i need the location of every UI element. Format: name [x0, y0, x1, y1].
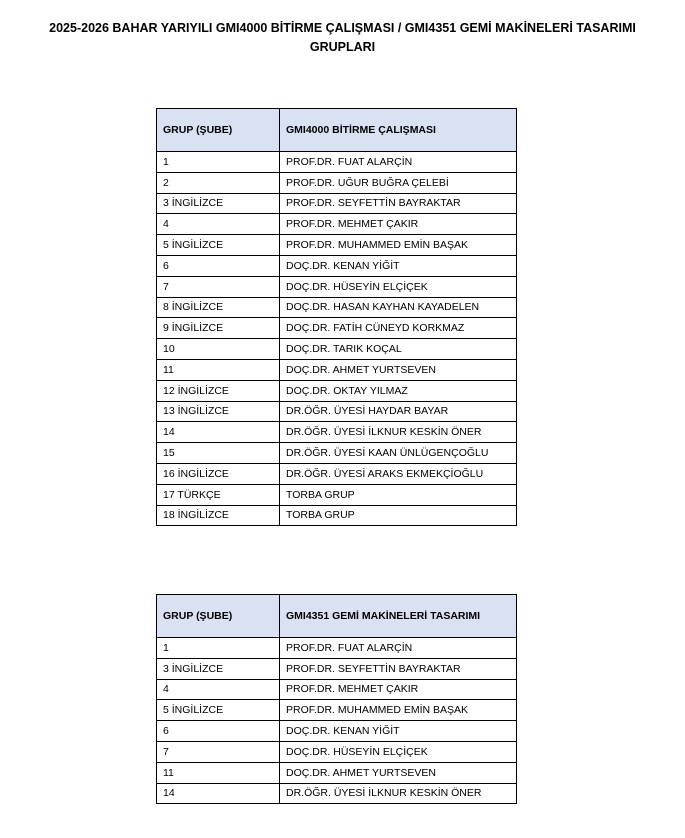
- instructor-cell: PROF.DR. MEHMET ÇAKIR: [280, 679, 517, 700]
- group-cell: 16 İNGİLİZCE: [157, 463, 280, 484]
- table-row: [157, 359, 517, 380]
- table-header-row: [157, 109, 517, 152]
- table-row: [157, 741, 517, 762]
- instructor-cell: DR.ÖĞR. ÜYESİ ARAKS EKMEKÇİOĞLU: [280, 463, 517, 484]
- instructor-cell: DR.ÖĞR. ÜYESİ HAYDAR BAYAR: [280, 401, 517, 422]
- instructor-cell: DOÇ.DR. TARIK KOÇAL: [280, 339, 517, 360]
- header-group-column: GRUP (ŞUBE): [157, 595, 280, 638]
- instructor-cell: DOÇ.DR. KENAN YİĞİT: [280, 255, 517, 276]
- group-cell: 1: [157, 638, 280, 659]
- group-cell: 6: [157, 255, 280, 276]
- instructor-cell: DOÇ.DR. KENAN YİĞİT: [280, 721, 517, 742]
- table-row: [157, 463, 517, 484]
- instructor-cell: DOÇ.DR. HÜSEYİN ELÇİÇEK: [280, 741, 517, 762]
- table-row: [157, 152, 517, 173]
- group-cell: 4: [157, 214, 280, 235]
- table-row: [157, 658, 517, 679]
- instructor-cell: PROF.DR. FUAT ALARÇİN: [280, 152, 517, 173]
- group-cell: 9 İNGİLİZCE: [157, 318, 280, 339]
- table-row: [157, 339, 517, 360]
- instructor-cell: DOÇ.DR. HÜSEYİN ELÇİÇEK: [280, 276, 517, 297]
- group-cell: 13 İNGİLİZCE: [157, 401, 280, 422]
- table-row: [157, 276, 517, 297]
- group-cell: 2: [157, 172, 280, 193]
- instructor-cell: PROF.DR. MUHAMMED EMİN BAŞAK: [280, 700, 517, 721]
- group-cell: 10: [157, 339, 280, 360]
- instructor-cell: PROF.DR. MEHMET ÇAKIR: [280, 214, 517, 235]
- group-cell: 17 TÜRKÇE: [157, 484, 280, 505]
- header-course-column: GMI4000 BİTİRME ÇALIŞMASI: [280, 109, 517, 152]
- group-cell: 12 İNGİLİZCE: [157, 380, 280, 401]
- table-row: [157, 484, 517, 505]
- table-header-row: [157, 595, 517, 638]
- group-cell: 11: [157, 359, 280, 380]
- group-cell: 3 İNGİLİZCE: [157, 658, 280, 679]
- table-row: [157, 172, 517, 193]
- instructor-cell: TORBA GRUP: [280, 484, 517, 505]
- table-row: [157, 235, 517, 256]
- table-row: [157, 297, 517, 318]
- group-cell: 14: [157, 783, 280, 804]
- header-course-column: GMI4351 GEMİ MAKİNELERİ TASARIMI: [280, 595, 517, 638]
- table-row: [157, 783, 517, 804]
- instructor-cell: DOÇ.DR. AHMET YURTSEVEN: [280, 359, 517, 380]
- table-row: [157, 422, 517, 443]
- table-row: [157, 443, 517, 464]
- table-row: [157, 380, 517, 401]
- table-row: [157, 214, 517, 235]
- instructor-cell: PROF.DR. FUAT ALARÇİN: [280, 638, 517, 659]
- group-cell: 5 İNGİLİZCE: [157, 235, 280, 256]
- group-cell: 8 İNGİLİZCE: [157, 297, 280, 318]
- instructor-cell: DR.ÖĞR. ÜYESİ KAAN ÜNLÜGENÇOĞLU: [280, 443, 517, 464]
- table-row: [157, 505, 517, 526]
- group-cell: 1: [157, 152, 280, 173]
- instructor-cell: DOÇ.DR. AHMET YURTSEVEN: [280, 762, 517, 783]
- group-cell: 7: [157, 276, 280, 297]
- instructor-cell: PROF.DR. UĞUR BUĞRA ÇELEBİ: [280, 172, 517, 193]
- table-row: [157, 721, 517, 742]
- group-cell: 7: [157, 741, 280, 762]
- instructor-cell: TORBA GRUP: [280, 505, 517, 526]
- table-row: [157, 193, 517, 214]
- group-cell: 14: [157, 422, 280, 443]
- instructor-cell: DR.ÖĞR. ÜYESİ İLKNUR KESKİN ÖNER: [280, 783, 517, 804]
- instructor-cell: PROF.DR. MUHAMMED EMİN BAŞAK: [280, 235, 517, 256]
- instructor-cell: DOÇ.DR. FATİH CÜNEYD KORKMAZ: [280, 318, 517, 339]
- table-row: [157, 700, 517, 721]
- group-cell: 5 İNGİLİZCE: [157, 700, 280, 721]
- group-cell: 3 İNGİLİZCE: [157, 193, 280, 214]
- table-row: [157, 679, 517, 700]
- document-title: 2025-2026 BAHAR YARIYILI GMI4000 BİTİRME ÇALIŞMASI / GMI4351 GEMİ MAKİNELERİ TASARIMI GRUPLARI: [49, 21, 636, 54]
- table-row: [157, 255, 517, 276]
- instructor-cell: DR.ÖĞR. ÜYESİ İLKNUR KESKİN ÖNER: [280, 422, 517, 443]
- group-cell: 18 İNGİLİZCE: [157, 505, 280, 526]
- table-row: [157, 401, 517, 422]
- group-cell: 15: [157, 443, 280, 464]
- group-cell: 4: [157, 679, 280, 700]
- instructor-cell: PROF.DR. SEYFETTİN BAYRAKTAR: [280, 193, 517, 214]
- instructor-cell: DOÇ.DR. OKTAY YILMAZ: [280, 380, 517, 401]
- bitirme-groups-table: [156, 108, 517, 526]
- table-row: [157, 762, 517, 783]
- instructor-cell: DOÇ.DR. HASAN KAYHAN KAYADELEN: [280, 297, 517, 318]
- table-row: [157, 638, 517, 659]
- gemi-makineleri-groups-table: [156, 594, 517, 804]
- instructor-cell: PROF.DR. SEYFETTİN BAYRAKTAR: [280, 658, 517, 679]
- group-cell: 6: [157, 721, 280, 742]
- group-cell: 11: [157, 762, 280, 783]
- table-row: [157, 318, 517, 339]
- header-group-column: GRUP (ŞUBE): [157, 109, 280, 152]
